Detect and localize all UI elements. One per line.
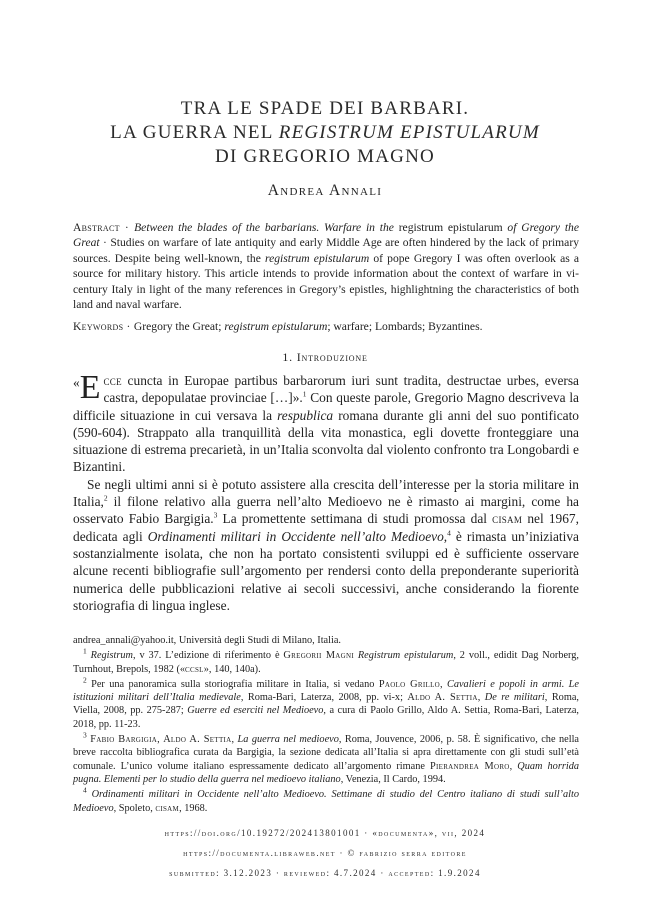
footnote-ref-1[interactable]: 1 [302,389,307,399]
footnote-3-text-d: , [509,760,518,772]
footer-dates-line: submitted: 3.12.2023 · reviewed: 4.7.2024 · accepted: 1.9.2024 [169,868,481,878]
footer-doi-line[interactable]: https://doi.org/10.19272/202413801001 · «documenta», vii, 2024 [164,828,486,838]
footnote-4-text-b: , Spoleto, [113,802,156,814]
footnote-4-text-c: , 1968. [179,802,208,814]
p1-italic: respublica [277,407,334,423]
p2-italic: Ordinamenti militari in Occidente nell’alto Medioevo [147,528,444,544]
drop-cap-smallcaps: cce [103,373,122,388]
footnote-3-smallcaps-2: Pierandrea Moro [429,760,510,772]
p1-text-b: Con queste parole, Gregorio Magno descriveva la difficile situazione in cui versava la [73,390,579,423]
footnote-3-number: 3 [83,730,87,740]
footnote-1-smallcaps-1: Gregorii Magni [283,650,354,662]
section-heading: 1. Introduzione [282,350,368,364]
footnote-1-italic-2: Registrum epistularum [354,650,454,662]
footnote-1-number: 1 [83,646,87,656]
footnote-4 [73,785,579,815]
abstract-title-part-1: Between the blades of the barbarians. Warfare in the [134,221,399,234]
keyword-2: registrum epistularum [224,320,328,333]
p2-smallcaps: cisam [492,511,523,527]
footnote-2-text-d: , [477,692,485,704]
footnote-3-text-c: , Roma, Jouvence, 2006, p. 58. È significativo, che nella breve raccolta bibliografica curata da Bargigia, la sezione dedicata all’Italia si apra direttamente con gli studi sull’età comunale. L’unico volume italiano espressamente dedicato all’argomento rimane [73,734,579,772]
footnote-1-smallcaps-2: ccsl [185,663,204,675]
footnote-4-number: 4 [83,785,87,795]
open-quote: « [73,375,80,390]
abstract-text-2: of pope Gregory I was often overlook as a source for military history. This article intends to provide information about the context of warfare in vi-century Italy in light of the many references in Gregory’s epistles, highlightning the characteristics of both land and naval warfare. [73,251,580,312]
author-contact: andrea_annali@yahoo.it, Università degli Studi di Milano, Italia. [73,635,341,646]
footnote-1-text-b: , v 37. L’edizione di riferimento è [133,650,284,662]
footnote-3-smallcaps-1: Fabio Bargigia, Aldo A. Settia [90,734,232,746]
title-line-2-italic: REGISTRUM EPISTULARUM [278,122,540,143]
footnote-1 [73,646,579,676]
keyword-1: Gregory the Great; [133,320,225,333]
abstract-title-part-2: registrum epistularum [398,221,503,234]
footnotes [73,634,579,817]
footnote-2-text-f: , a cura di Paolo Grillo, Aldo A. Settia, Roma-Bari, Laterza, 2018, pp. 11-23. [73,705,579,730]
footnote-1-italic-1: Registrum [90,650,133,662]
abstract-text-1: Studies on warfare of late antiquity and early Middle Age are often hindered by the lack of primary sources. Despite being well-known, the [73,236,579,265]
abstract-title-part-3: of Gregory the Great [73,221,579,250]
footnote-1-text-c: , 2 voll., edidit Dag Norberg, Turnhout, Brepols, 1982 (« [73,650,579,675]
abstract [73,220,579,312]
p2-text-d: nel 1967, dedicata agli [73,511,579,544]
footnote-2-number: 2 [83,675,87,685]
footnote-2-smallcaps-1: Paolo Grillo [378,678,441,690]
drop-cap: E [79,369,101,406]
abstract-text-italic: registrum epistularum [265,251,370,265]
footnote-2-text-c: , Roma-Bari, Laterza, 2008, pp. vi-x; [240,692,408,704]
p2-text-c: La promettente settimana di studi promossa dal [217,511,493,527]
footnote-2-text-e: , Roma, Viella, 2008, pp. 275-287; [73,692,579,717]
title-line-1: TRA LE SPADE DEI BARBARI. [180,98,470,119]
title-line-2-text: LA GUERRA NEL [110,122,279,143]
footnote-3 [73,730,579,786]
footnote-2-text-a: Per una panoramica sulla storiografia militare in Italia, si vedano [86,678,379,690]
title-line-3: DI GREGORIO MAGNO [215,146,435,167]
title-line-2 [0,122,650,144]
abstract-separator: · [99,236,111,250]
p2-text-b: il filone relativo alla guerra nell’alto Medioevo ne è rimasto ai margini, come ha osservato Fabio Bargigia. [73,494,579,527]
paragraph-2 [73,476,579,614]
footnote-2-italic-3: Guerre ed eserciti nel Medioevo [187,705,324,717]
p1-text-c: romana durante gli anni del suo pontificato (590-604). Strappato alla tranquillità della vita monastica, egli dovette fronteggiare una situazione di estrema precarietà, in un’Italia sconvolta dal violento confronto tra Longobardi e Bizantini. [73,407,579,475]
footnote-3-italic-2: Quam horrida pugna. Elementi per lo studio della guerra nel medioevo italiano [73,760,579,785]
footnote-2-italic-2: De re militari [484,692,545,704]
footnote-4-italic: Ordinamenti militari in Occidente nell’alto Medioevo. Settimane di studio del Centro italiano di studi sull’alto Medioevo [73,789,579,814]
footnote-ref-3[interactable]: 3 [213,510,218,520]
abstract-label: Abstract · [73,221,135,234]
keywords-label: Keywords · [73,320,134,333]
footnote-ref-2[interactable]: 2 [103,493,108,503]
p2-text-a: Se negli ultimi anni si è potuto assistere alla crescita dell’interesse per la storia militare in Italia, [73,476,579,510]
body-text [73,369,579,614]
p2-text-f: è rimasta un’iniziativa sostanzialmente isolata, che non ha portato consistenti sviluppi ed è sufficiente osservare alcune recenti bibliografie sull’argomento per rendersi conto della preponderante superiorità numerica delle pubblicazioni relative ai secoli successivi, anche considerando la fiorente storiografia di lingua inglese. [73,528,579,613]
keywords [73,319,579,334]
keyword-3: ; warfare; Lombards; Byzantines. [327,320,483,333]
paragraph-1 [73,369,579,476]
footnote-ref-4[interactable]: 4 [447,528,451,538]
author-name: Andrea Annali [267,182,383,199]
footnote-2-italic-1: Cavalieri e popoli in armi. Le istituzioni militari dell’Italia medievale [73,678,579,704]
footer-website-line[interactable]: https://documenta.libraweb.net · © fabrizio serra editore [183,848,467,858]
footnote-3-text-e: , Venezia, Il Cardo, 1994. [340,773,446,785]
footnote-4-smallcaps: cisam [155,802,180,814]
footnote-2 [73,675,579,731]
footnote-2-smallcaps-2: Aldo A. Settia [407,692,478,704]
footnote-2-text-b: , [440,678,447,690]
footnote-3-italic-1: La guerra nel medioevo [237,734,339,746]
p2-text-e: , [443,528,448,544]
p1-text-a: cuncta in Europae partibus barbarorum iuri sunt tradita, destructae urbes, eversa castra, depopulatae provinciae […]». [103,373,579,406]
footnote-3-text-b: , [231,734,238,746]
footnote-1-text-d: », 140, 140a). [203,663,261,675]
